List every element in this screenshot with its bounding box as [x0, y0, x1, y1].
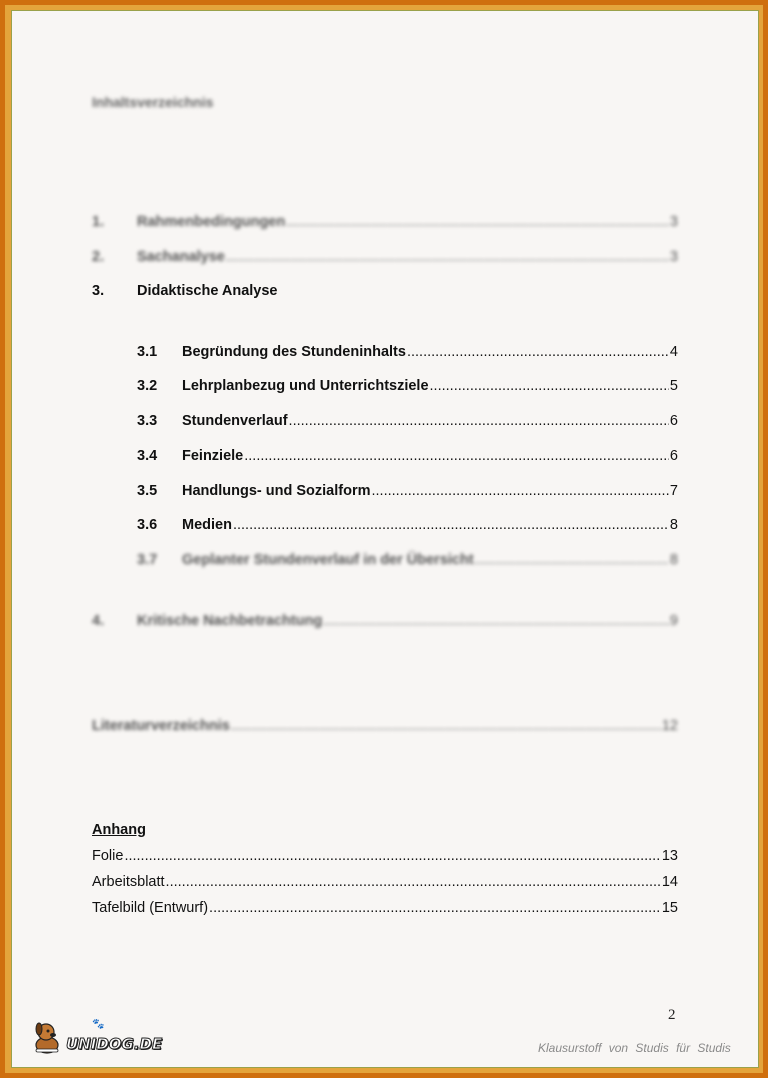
toc-entry-3: [92, 283, 678, 299]
toc-entry-label: Literaturverzeichnis: [92, 718, 230, 734]
toc-leader: [166, 874, 661, 890]
toc-entry-3-6: [137, 517, 678, 533]
toc-entry-number: 3.2: [137, 378, 158, 394]
toc-title: Inhaltsverzeichnis: [92, 94, 214, 110]
toc-entry-page: 12: [661, 718, 678, 734]
toc-leader: [407, 344, 669, 360]
toc-entry-label: Sachanalyse: [137, 249, 225, 265]
toc-entry-label: Medien: [182, 517, 232, 533]
toc-entry-page: 8: [669, 552, 678, 568]
toc-entry-label: Rahmenbedingungen: [137, 214, 286, 230]
toc-entry-page: 6: [669, 413, 678, 429]
toc-leader: [209, 900, 661, 916]
anhang-item-label: Arbeitsblatt: [92, 874, 165, 890]
toc-entry-page: 3: [669, 214, 678, 230]
toc-entry-4: [92, 613, 678, 629]
toc-entry-number: 3.6: [137, 517, 158, 533]
toc-leader: [244, 448, 669, 464]
toc-entry-3-7: [137, 552, 678, 568]
unidog-logo[interactable]: [32, 1021, 162, 1055]
toc-entry-label: Handlungs- und Sozialform: [182, 483, 371, 499]
toc-entry-page: 3: [669, 249, 678, 265]
toc-entry-label: Geplanter Stundenverlauf in der Übersicht: [182, 552, 474, 568]
toc-leader: [124, 848, 660, 864]
toc-entry-page: 9: [669, 613, 678, 629]
toc-entry-number: 1.: [92, 214, 105, 230]
toc-entry-label: Lehrplanbezug und Unterrichtsziele: [182, 378, 429, 394]
anhang-item-folie: [92, 848, 678, 864]
anhang-heading: Anhang: [92, 822, 146, 838]
toc-entry-label: Feinziele: [182, 448, 244, 464]
toc-entry-3-1: [137, 344, 678, 360]
toc-entry-label: Begründung des Stundeninhalts: [182, 344, 406, 360]
toc-entry-number: 3.3: [137, 413, 158, 429]
toc-entry-number: 4.: [92, 613, 105, 629]
page-number: 2: [668, 1007, 676, 1023]
toc-entry-number: 2.: [92, 249, 105, 265]
toc-leader: [226, 249, 669, 265]
toc-leader: [233, 517, 669, 533]
toc-entry-page: 6: [669, 448, 678, 464]
anhang-item-tafelbild: [92, 900, 678, 916]
anhang-item-label: Folie: [92, 848, 124, 864]
toc-leader: [372, 483, 669, 499]
toc-entry-label: Stundenverlauf: [182, 413, 288, 429]
toc-entry-literatur: [92, 718, 678, 734]
toc-entry-number: 3.4: [137, 448, 158, 464]
toc-entry-3-2: [137, 378, 678, 394]
toc-entry-number: 3.7: [137, 552, 158, 568]
paw-icon: 🐾: [92, 1019, 105, 1030]
toc-entry-number: 3.: [92, 283, 105, 299]
toc-entry-label: Didaktische Analyse: [137, 283, 278, 299]
toc-entry-3-4: [137, 448, 678, 464]
toc-entry-page: 4: [669, 344, 678, 360]
toc-entry-page: 5: [669, 378, 678, 394]
toc-leader: [289, 413, 669, 429]
anhang-item-page: 14: [661, 874, 678, 890]
anhang-item-label: Tafelbild (Entwurf): [92, 900, 209, 916]
toc-entry-label: Kritische Nachbetrachtung: [137, 613, 323, 629]
toc-entry-3-5: [137, 483, 678, 499]
toc-leader: [286, 214, 669, 230]
anhang-item-arbeitsblatt: [92, 874, 678, 890]
toc-entry-number: 3.5: [137, 483, 158, 499]
anhang-item-page: 15: [661, 900, 678, 916]
toc-leader: [475, 552, 669, 568]
logo-text: UNIDOG.DE: [66, 1035, 163, 1053]
toc-leader: [430, 378, 669, 394]
toc-entry-page: 8: [669, 517, 678, 533]
document-page: [11, 10, 759, 1068]
toc-leader: [231, 718, 661, 734]
toc-leader: [323, 613, 669, 629]
toc-entry-page: 7: [669, 483, 678, 499]
toc-entry-2: [92, 249, 678, 265]
anhang-item-page: 13: [661, 848, 678, 864]
toc-entry-1: [92, 214, 678, 230]
footer-tagline: Klausurstoff von Studis für Studis: [538, 1041, 731, 1055]
dog-mascot-icon: [32, 1021, 64, 1055]
toc-entry-3-3: [137, 413, 678, 429]
toc-entry-number: 3.1: [137, 344, 158, 360]
